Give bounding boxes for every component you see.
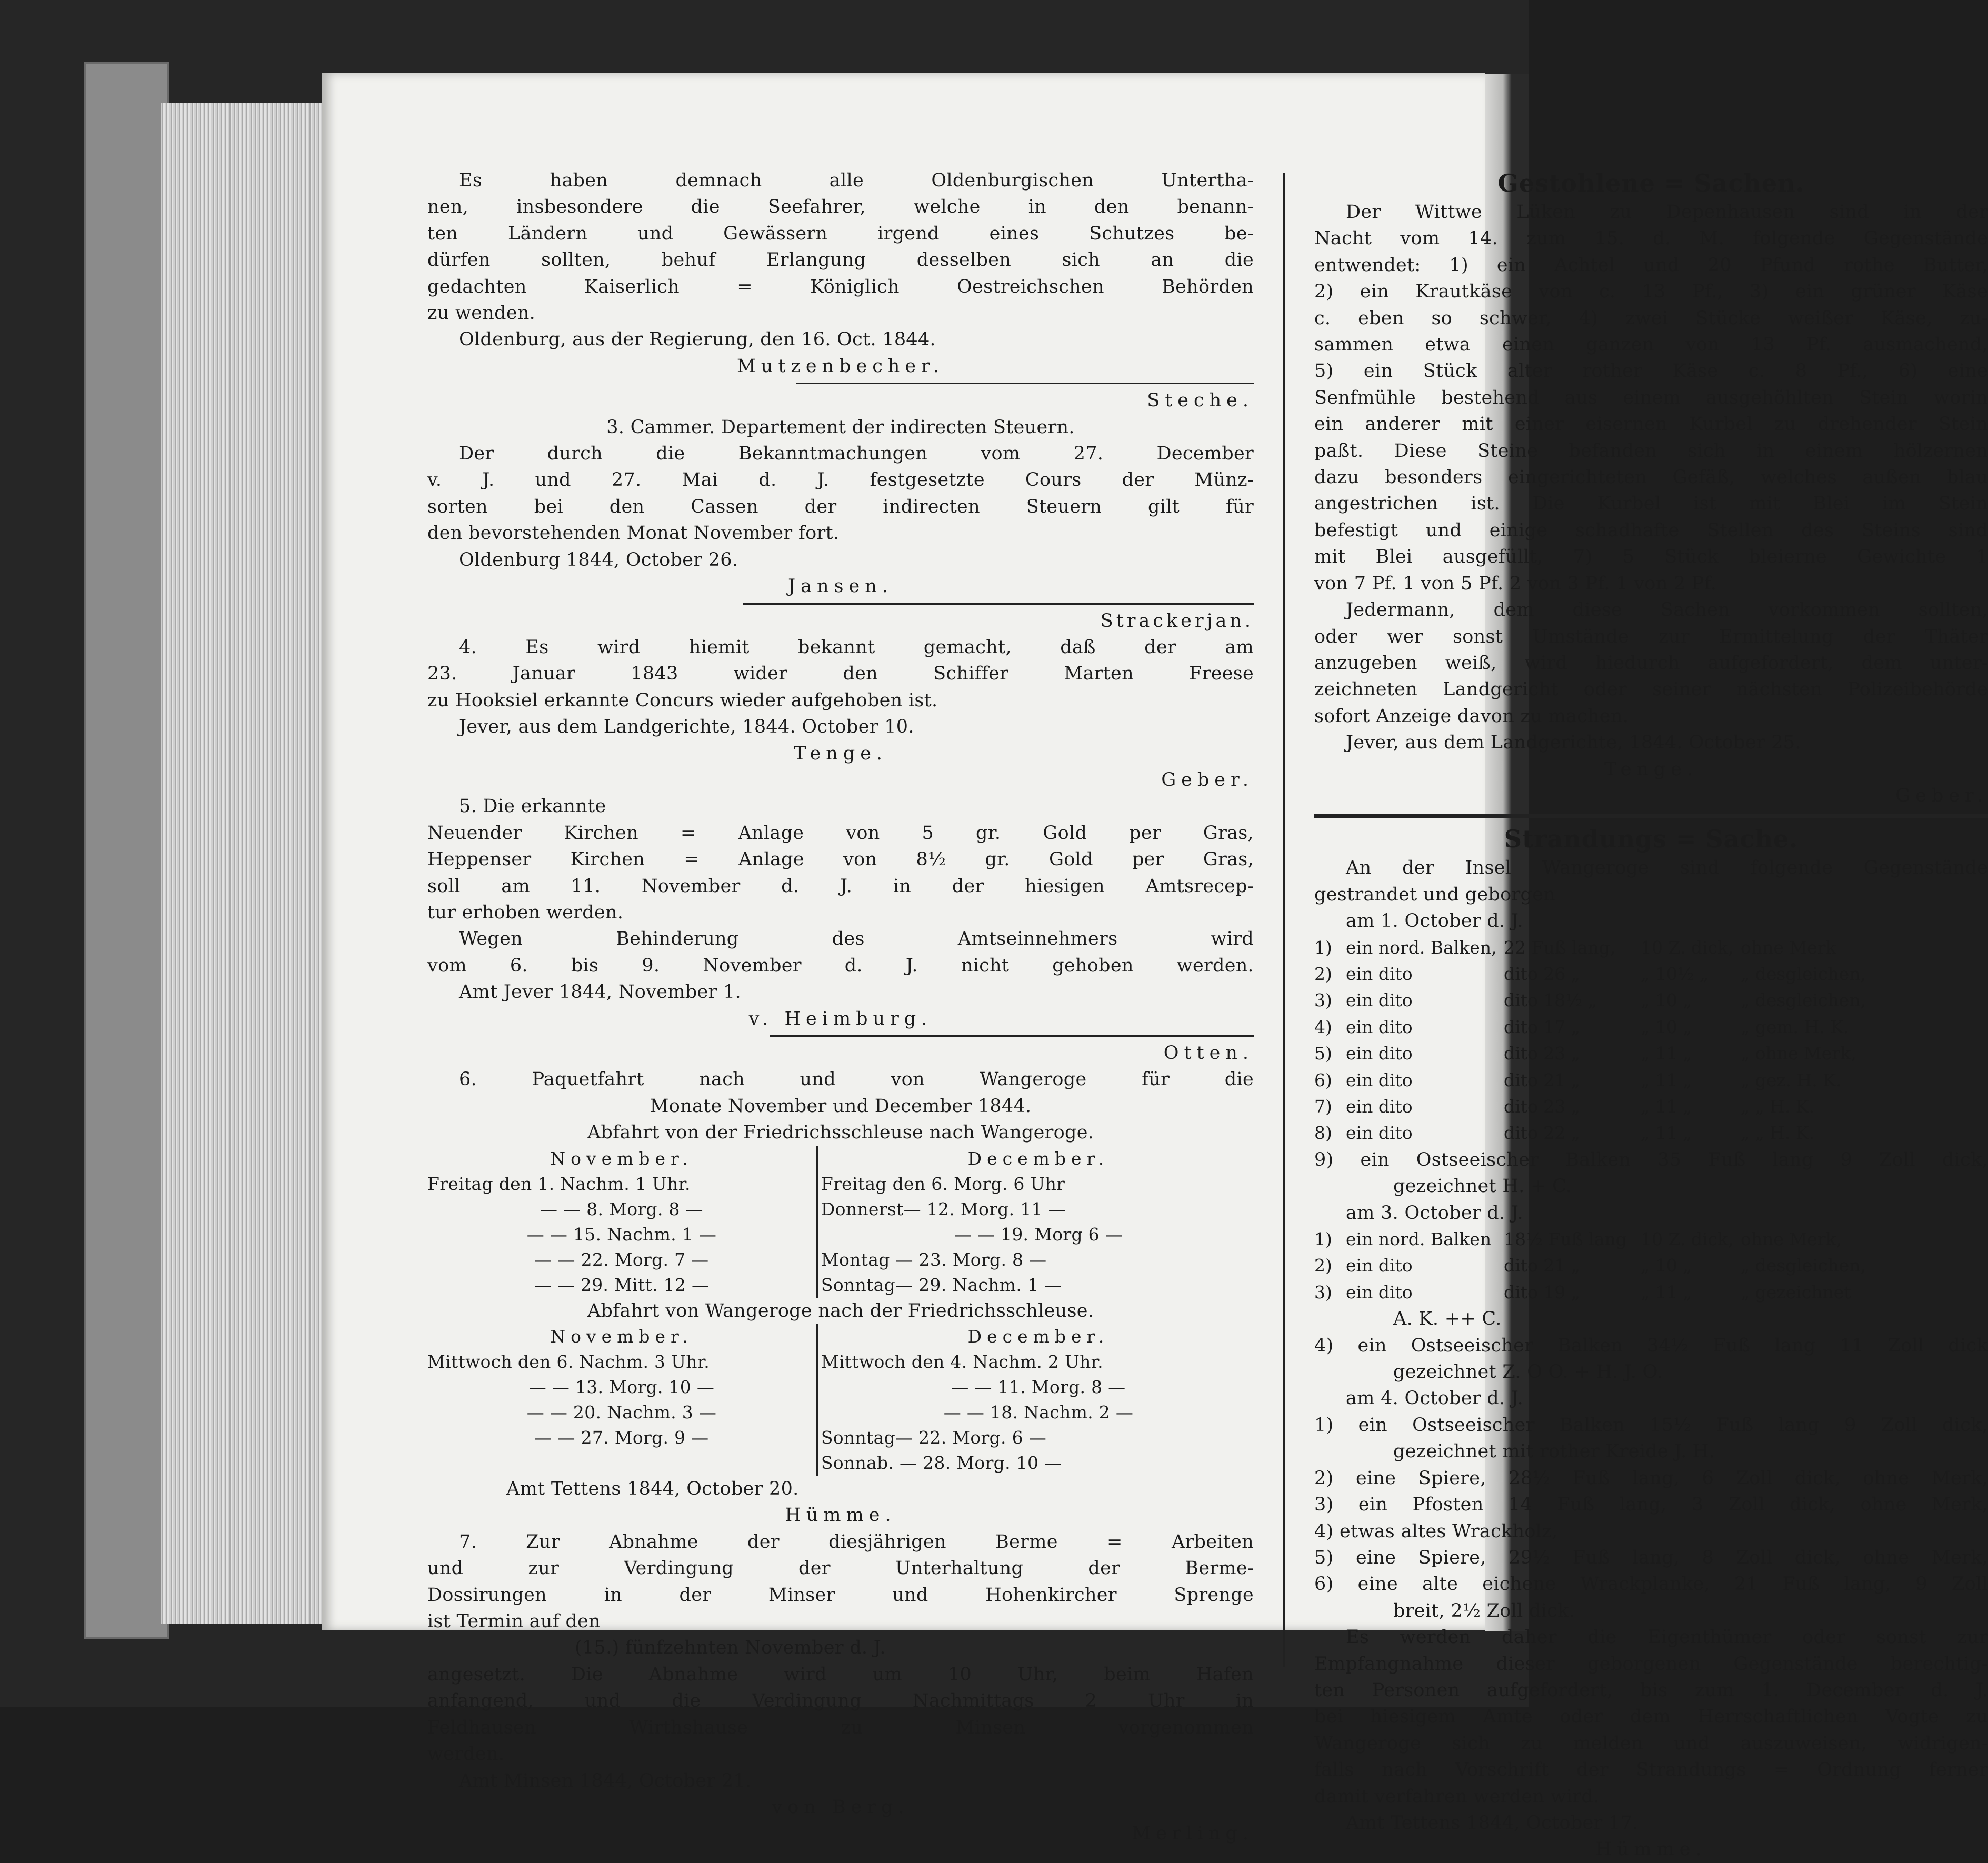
table-row: [1314, 1040, 1988, 1067]
item-cell: dito 21 „: [1504, 1069, 1580, 1090]
text-line: befestigt und einige schadhafte Stellen des Steins sind: [1314, 519, 1988, 541]
timetable-cell: — — 18. Nachm. 2 —: [943, 1402, 1134, 1423]
text-line: Dossirungen in der Minser und Hohenkircher Sprenge: [427, 1584, 1254, 1606]
item-cell: „ desgleichen,: [1741, 990, 1866, 1011]
text-line: paßt. Diese Steine befanden sich in einem hölzernen: [1314, 440, 1988, 462]
table-title: Abfahrt von der Friedrichsschleuse nach Wangeroge.: [587, 1122, 1094, 1144]
text-line: ten Personen aufgefordert, bis zum 1. December d. J.: [1314, 1679, 1988, 1701]
right-column: [1314, 167, 1988, 1863]
signature: Mutzenbecher.: [736, 355, 945, 377]
section-rule: [796, 383, 1254, 384]
text-line: gezeichnet mit rother Kreide J. H.: [1393, 1441, 1715, 1463]
item-cell: ohne Merk: [1741, 937, 1836, 958]
signature: Tenge.: [793, 743, 888, 764]
timetable-outbound: [427, 1146, 1254, 1298]
timetable-cell: Mittwoch den 6. Nachm. 3 Uhr.: [427, 1351, 710, 1373]
item-cell: dito 18½ „: [1504, 990, 1597, 1011]
text-line: soll am 11. November d. J. in der hiesigen Amtsrecep-: [427, 875, 1254, 897]
table-row: [1314, 1014, 1988, 1040]
item-cell: „ gem. H. K.: [1741, 1016, 1849, 1037]
timetable-cell: — — 29. Mitt. 12 —: [534, 1274, 710, 1295]
signature: Hümme.: [785, 1505, 896, 1526]
text-line: bei hiesigem Amte oder dem Herrschaftlichen Vogte zu: [1314, 1706, 1988, 1728]
text-line: ten Ländern und Gewässern irgend eines Schutzes be-: [427, 223, 1254, 244]
book-cover-board: [84, 62, 169, 1639]
item-cell: „ 11 „: [1641, 1096, 1692, 1117]
timetable-cell: — — 13. Morg. 10 —: [528, 1377, 715, 1398]
item-cell: ein dito: [1346, 1016, 1413, 1037]
item-cell: ein nord. Balken: [1346, 1229, 1492, 1250]
timetable-cell: Mittwoch den 4. Nachm. 2 Uhr.: [821, 1351, 1103, 1373]
table-row: [1314, 935, 1988, 961]
section-heading: Strandungs = Sache.: [1504, 825, 1799, 854]
item-cell: „ ohne Merk,: [1741, 1043, 1856, 1064]
table-title: Abfahrt von Wangeroge nach der Friedrichsschleuse.: [587, 1300, 1094, 1321]
text-line: zu wenden.: [427, 303, 536, 324]
item-number: 5): [1314, 1043, 1332, 1064]
table-row: [1314, 1279, 1988, 1306]
item-cell: dito 17 „: [1504, 1016, 1580, 1037]
item-cell: dito 21 „: [1504, 1255, 1580, 1276]
item-number: 6): [1314, 1069, 1332, 1090]
text-line: ist Termin auf den: [427, 1611, 601, 1632]
text-line: gedachten Kaiserlich = Königlich Oestreichschen Behörden: [427, 276, 1254, 297]
text-line: 7. Zur Abnahme der diesjährigen Berme = Arbeiten: [459, 1531, 1254, 1552]
text-line: 5) ein Stück alter rother Käse c. 8 Pf., 6) eine: [1314, 360, 1988, 382]
date-line: Jever, aus dem Landgerichte, 1844. October 10.: [459, 716, 914, 738]
text-line: Empfangnahme dieser geborgenen Gegenstände berechtig-: [1314, 1653, 1988, 1675]
signature: Jansen.: [788, 576, 893, 597]
text-line: und zur Verdingung der Unterhaltung der Berme-: [427, 1558, 1254, 1579]
item-number: 2): [1314, 1255, 1332, 1276]
text-line: den bevorstehenden Monat November fort.: [427, 523, 840, 544]
text-line: anfangend, und die Verdingung Nachmittags 2 Uhr in: [427, 1690, 1254, 1712]
item-cell: ein dito: [1346, 1043, 1413, 1064]
table-row: [1314, 987, 1988, 1014]
text-line: Es haben demnach alle Oldenburgischen Untertha-: [459, 170, 1254, 191]
item-number: 4): [1314, 1016, 1332, 1037]
timetable-nov: [427, 1146, 816, 1298]
month-header: November.: [550, 1326, 693, 1347]
item-cell: ohne Merk,: [1741, 1229, 1842, 1250]
item-cell: „ „ H. K.: [1741, 1096, 1815, 1117]
text-line: Monate November und December 1844.: [650, 1095, 1032, 1117]
timetable-cell: — — 22. Morg. 7 —: [534, 1249, 709, 1270]
text-line: nen, insbesondere die Seefahrer, welche in den benann-: [427, 196, 1254, 218]
text-line: Der Wittwe Lüken zu Depenhausen sind in der: [1346, 202, 1988, 223]
text-line: 3) ein Pfosten 14 Fuß lang, 3 Zoll dick, ohne Merk,: [1314, 1494, 1988, 1516]
section-rule: [770, 1035, 1254, 1037]
timetable-cell: Sonntag— 22. Morg. 6 —: [821, 1427, 1047, 1448]
date-line: Oldenburg, aus der Regierung, den 16. Oct. 1844.: [459, 329, 936, 350]
text-line: 6) eine alte eichene Wrackplanke, 21 Fuß lang, 9 Zoll: [1314, 1574, 1988, 1595]
date-line: Amt Minsen 1844, October 21.: [459, 1770, 752, 1791]
text-line: entwendet: 1) ein Achtel und 20 Pfund rothe Butter,: [1314, 254, 1988, 276]
table-row: [1314, 1120, 1988, 1146]
item-cell: dito 19 „: [1504, 1281, 1580, 1303]
item-number: 3): [1314, 990, 1332, 1011]
item-cell: „ 10 „: [1641, 990, 1692, 1011]
timetable-dec: [818, 1146, 1256, 1298]
text-line: damit verfahren werden wird.: [1314, 1786, 1600, 1807]
text-line: von 7 Pf. 1 von 5 Pf. 2 von 3 Pf. 1 von 2 Pf.: [1314, 573, 1717, 594]
item-cell: ein dito: [1346, 963, 1413, 984]
document-page: [322, 73, 1988, 1860]
text-line: Jedermann, dem diese Sachen vorkommen sollten,: [1346, 599, 1988, 621]
section-heading: 3. Cammer. Departement der indirecten Steuern.: [606, 416, 1075, 438]
item-cell: „ 11 „: [1641, 1123, 1692, 1144]
date-line: am 3. October d. J.: [1346, 1202, 1523, 1224]
item-cell: dito 23 „: [1504, 1043, 1580, 1064]
text-line: tur erhoben werden.: [427, 902, 624, 923]
text-line: Wangeroge sich zu melden und auszuweisen, widrigen-: [1314, 1732, 1988, 1754]
item-number: 3): [1314, 1281, 1332, 1303]
item-cell: 10 Z. dick,: [1641, 937, 1734, 958]
text-line: c. eben so schwer, 4) zwei Stücke weißer Käse, zu-: [1314, 307, 1988, 329]
text-line: 2) ein Krautkäse von c. 13 Pf., 3) ein grüner Käse: [1314, 281, 1988, 303]
stranding-list-oct3: [1314, 1226, 1988, 1306]
timetable-cell: — — 11. Morg. 8 —: [951, 1377, 1126, 1398]
text-line: Neuender Kirchen = Anlage von 5 gr. Gold per Gras,: [427, 822, 1254, 844]
item-cell: dito 23 „: [1504, 1096, 1580, 1117]
text-line: 23. Januar 1843 wider den Schiffer Marten Freese: [427, 663, 1254, 685]
item-cell: „ „ H. K.: [1741, 1123, 1815, 1144]
item-cell: 22 Fuß lang,: [1504, 937, 1616, 958]
item-cell: ein dito: [1346, 990, 1413, 1011]
item-cell: dito 22 „: [1504, 1123, 1580, 1144]
text-line: 4) etwas altes Wrackholz,: [1314, 1520, 1558, 1542]
text-line: Heppenser Kirchen = Anlage von 8½ gr. Gold per Gras,: [427, 849, 1254, 870]
date-line: Jever, aus dem Landgerichte, 1844. October 25.: [1346, 732, 1801, 754]
item-cell: „ desgleichen,: [1741, 963, 1866, 984]
month-header: December.: [967, 1326, 1110, 1347]
timetable-cell: Sonntag— 29. Nachm. 1 —: [821, 1274, 1062, 1295]
timetable-cell: — — 15. Nachm. 1 —: [526, 1224, 717, 1245]
left-column: [427, 167, 1254, 1847]
text-line: ein anderer mit einer eisernen Kurbel zu drehender Stein: [1314, 414, 1988, 435]
item-number: 1): [1314, 1229, 1332, 1250]
item-cell: ein dito: [1346, 1255, 1413, 1276]
timetable-inbound: [427, 1324, 1254, 1476]
text-line: zeichneten Landgericht oder seiner nächsten Polizeibehörde: [1314, 679, 1988, 700]
text-line: falls nach Vorschrift der Strandungs = Ordnung ferner: [1314, 1759, 1988, 1781]
text-line: gezeichnet Z. O O. + H. J. O.: [1393, 1361, 1663, 1383]
table-row: [1314, 1067, 1988, 1094]
text-line: dürfen sollten, behuf Erlangung desselben sich an die: [427, 249, 1254, 271]
text-line: angestrichen ist. Die Kurbel ist mit Blei im Stein: [1314, 493, 1988, 515]
signature: Steche.: [1147, 390, 1254, 412]
timetable-cell: — — 20. Nachm. 3 —: [526, 1402, 717, 1423]
signature: v. Heimburg.: [748, 1008, 933, 1029]
item-cell: „ gezeichnet: [1741, 1281, 1851, 1303]
date-line: am 4. October d. J.: [1346, 1388, 1523, 1409]
text-line: 5. Die erkannte: [459, 796, 606, 817]
signature: Geber.: [1161, 769, 1254, 790]
text-line: anzugeben weiß, wird hiedurch aufgefordert, dem unter-: [1314, 652, 1988, 674]
timetable-cell: Freitag den 6. Morg. 6 Uhr: [821, 1173, 1065, 1194]
text-line: mit Blei ausgefüllt, 7) 5 Stück bleierne Gewichte 1: [1314, 546, 1988, 568]
table-row: [1314, 1226, 1988, 1253]
item-cell: 10 Z. dick,: [1641, 1229, 1734, 1250]
text-line: breit, 2½ Zoll dick.: [1393, 1600, 1575, 1621]
column-divider: [1283, 173, 1285, 1667]
item-number: 1): [1314, 937, 1332, 958]
item-cell: „ 11 „: [1641, 1281, 1692, 1303]
item-number: 8): [1314, 1123, 1332, 1144]
table-row: [1314, 1253, 1988, 1279]
page-edges: [161, 103, 324, 1624]
text-line: sammen etwa einen ganzen von 13 Pf. ausmachend,: [1314, 334, 1988, 356]
text-line: Es werden daher die Eigenthümer oder sonst zur: [1346, 1627, 1988, 1648]
text-line: angesetzt. Die Abnahme wird um 10 Uhr, beim Hafen: [427, 1664, 1254, 1685]
table-row: [1314, 961, 1988, 987]
text-line: werden.: [427, 1744, 505, 1765]
text-line: An der Insel Wangeroge sind folgende Gegenstände: [1346, 857, 1988, 879]
item-cell: ein dito: [1346, 1069, 1413, 1090]
text-line: A. K. ++ C.: [1393, 1308, 1502, 1330]
timetable-cell: — — 8. Morg. 8 —: [540, 1198, 703, 1219]
month-header: November.: [550, 1148, 693, 1169]
text-line: vom 6. bis 9. November d. J. nicht gehoben werden.: [427, 955, 1254, 976]
timetable-cell: Freitag den 1. Nachm. 1 Uhr.: [427, 1173, 691, 1194]
text-line: Feldhausen Wirthshause zu Minsen vorgenommen: [427, 1717, 1254, 1738]
section-heading: Gestohlene = Sachen.: [1497, 169, 1805, 197]
text-line: Senfmühle bestehend aus einem ausgehöhlten Stein worin: [1314, 387, 1988, 408]
text-line: zu Hooksiel erkannte Concurs wieder aufgehoben ist.: [427, 689, 938, 711]
item-cell: ein dito: [1346, 1096, 1413, 1117]
item-cell: „ desgleichen,: [1741, 1255, 1866, 1276]
timetable-cell: Donnerst— 12. Morg. 11 —: [821, 1198, 1066, 1219]
date-line: Amt Tettens 1844, October 20.: [506, 1478, 799, 1500]
section-rule: [1314, 814, 1988, 818]
item-cell: „ 10 „: [1641, 1016, 1692, 1037]
text-line: Nacht vom 14. zum 15. d. M. folgende Gegenstände: [1314, 228, 1988, 249]
text-line: gestrandet und geborgen: [1314, 884, 1556, 905]
text-line: 6. Paquetfahrt nach und von Wangeroge für die: [459, 1069, 1254, 1090]
text-line: 9) ein Ostseeischer Balken 35 Fuß lang 9 Zoll dick,: [1314, 1149, 1988, 1170]
stranding-list-oct1: [1314, 935, 1988, 1147]
timetable-nov: [427, 1324, 816, 1476]
signature: Strackerjan.: [1100, 610, 1254, 632]
timetable-cell: — — 19. Morg 6 —: [954, 1224, 1123, 1245]
item-cell: ein nord. Balken,: [1346, 937, 1497, 958]
item-cell: „ gez. H. K.: [1741, 1069, 1842, 1090]
signature: von Berg.: [772, 1796, 910, 1818]
item-cell: „ 11 „: [1641, 1043, 1692, 1064]
item-number: 7): [1314, 1096, 1332, 1117]
text-line: oder wer sonst Umstände zur Ermittelung der Thäter: [1314, 626, 1988, 647]
signature: Otten.: [1163, 1043, 1254, 1064]
date-line: Amt Tettens 1844, October 17.: [1346, 1812, 1639, 1834]
item-cell: „ 10½ „: [1641, 963, 1709, 984]
text-line: gezeichnet H. + C.: [1393, 1176, 1572, 1197]
text-line: (15.) fünfzehnten November d. J.: [575, 1637, 886, 1659]
date-line: Amt Jever 1844, November 1.: [459, 981, 741, 1003]
text-line: sorten bei den Cassen der indirecten Steuern gilt für: [427, 496, 1254, 517]
text-line: Wegen Behinderung des Amtseinnehmers wird: [459, 928, 1254, 950]
date-line: Oldenburg 1844, October 26.: [459, 549, 738, 570]
item-cell: ein dito: [1346, 1123, 1413, 1144]
text-line: 1) ein Ostseeischer Balken 15½ Fuß lang 9 Zoll dick,: [1314, 1414, 1988, 1436]
item-cell: „ 10 „: [1641, 1255, 1692, 1276]
table-row: [1314, 1094, 1988, 1120]
item-cell: 18½ Fuß lang: [1504, 1229, 1627, 1250]
timetable-dec: [818, 1324, 1256, 1476]
timetable-cell: — — 27. Morg. 9 —: [534, 1427, 709, 1448]
signature: Geber.: [1895, 785, 1988, 806]
text-line: v. J. und 27. Mai d. J. festgesetzte Cours der Münz-: [427, 469, 1254, 491]
text-line: sofort Anzeige davon zu machen.: [1314, 705, 1629, 727]
date-line: am 1. October d. J.: [1346, 910, 1523, 932]
item-cell: dito 26 „: [1504, 963, 1580, 984]
text-line: 4. Es wird hiemit bekannt gemacht, daß der am: [459, 636, 1254, 658]
item-number: 2): [1314, 963, 1332, 984]
signature: Merling.: [1132, 1823, 1254, 1845]
signature: Hümme.: [1595, 1839, 1707, 1860]
month-header: December.: [967, 1148, 1110, 1169]
text-line: Der durch die Bekanntmachungen vom 27. December: [459, 443, 1254, 465]
text-line: dazu besonders eingerichteten Gefäß, welches außen blau: [1314, 467, 1988, 488]
text-line: 5) eine Spiere, 29½ Fuß lang, 8 Zoll dick, ohne Merk,: [1314, 1547, 1988, 1568]
text-line: 2) eine Spiere, 28½ Fuß lang, 6 Zoll dick, ohne Merk,: [1314, 1467, 1988, 1489]
text-line: 4) ein Ostseeischer Balken 34½ Fuß lang 11 Zoll dick: [1314, 1335, 1988, 1356]
signature: Tenge.: [1604, 758, 1699, 780]
timetable-cell: Sonnab. — 28. Morg. 10 —: [821, 1453, 1062, 1474]
item-cell: „ 11 „: [1641, 1069, 1692, 1090]
section-rule: [743, 603, 1254, 605]
timetable-cell: Montag — 23. Morg. 8 —: [821, 1249, 1047, 1270]
item-cell: ein dito: [1346, 1281, 1413, 1303]
